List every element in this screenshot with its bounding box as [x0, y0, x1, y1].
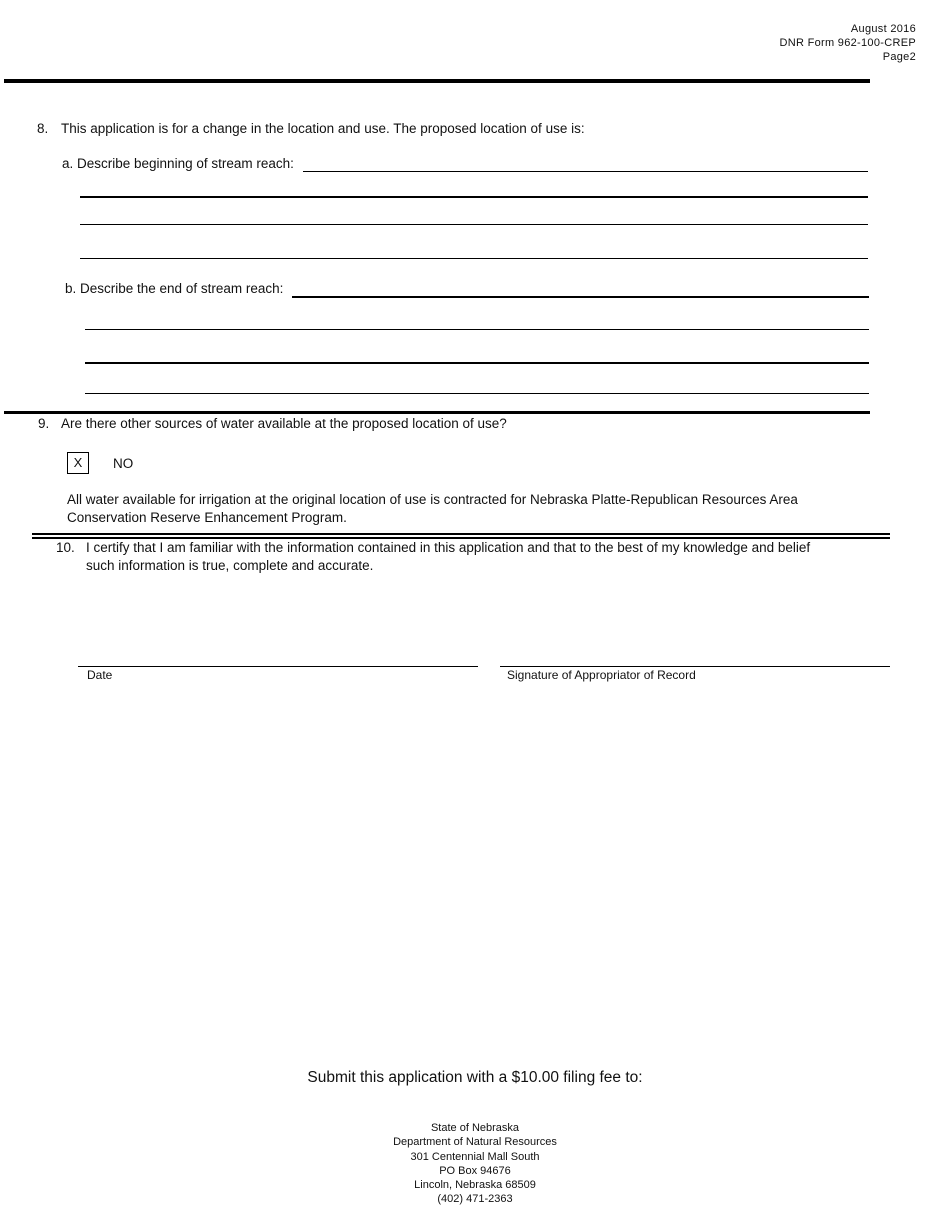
q8a-field-line-1[interactable] — [303, 171, 868, 172]
q10-text-line-1: I certify that I am familiar with the information contained in this application and that to the best of my knowledge and belief — [86, 540, 811, 555]
address-line-street: 301 Centennial Mall South — [410, 1150, 540, 1163]
q9-number: 9. — [38, 416, 50, 431]
section-divider-2a — [32, 533, 890, 535]
section-divider-1 — [4, 411, 870, 414]
address-line-phone: (402) 471-2363 — [437, 1193, 513, 1206]
q9-no-checkbox[interactable]: X — [67, 452, 89, 474]
form-header — [779, 22, 916, 64]
submit-instruction: Submit this application with a $10.00 filing fee to: — [307, 1069, 643, 1086]
header-divider — [4, 79, 870, 83]
q8a-field-line-4[interactable] — [80, 258, 868, 259]
q9-explanation-line-1: All water available for irrigation at the original location of use is contracted for Nebraska Platte-Republican Resources Area — [67, 492, 798, 507]
address-line-department: Department of Natural Resources — [393, 1136, 557, 1149]
q8-text: This application is for a change in the location and use. The proposed location of use is: — [61, 121, 585, 136]
q9-no-label: NO — [113, 456, 134, 471]
q10-text-line-2: such information is true, complete and accurate. — [86, 558, 374, 573]
q8b-field-line-4[interactable] — [85, 393, 869, 394]
q8b-field-line-1[interactable] — [292, 296, 869, 298]
q9-text: Are there other sources of water available at the proposed location of use? — [61, 416, 507, 431]
signature-field-line[interactable] — [500, 666, 890, 667]
q8-number: 8. — [37, 121, 49, 136]
address-line-po-box: PO Box 94676 — [439, 1164, 511, 1177]
section-divider-2b — [32, 537, 890, 539]
date-field-line[interactable] — [78, 666, 478, 667]
q8b-label: b. Describe the end of stream reach: — [65, 281, 284, 296]
signature-label: Signature of Appropriator of Record — [507, 668, 696, 682]
mailing-address — [0, 1121, 950, 1207]
form-date: August 2016 — [850, 23, 916, 35]
q8a-field-line-2[interactable] — [80, 196, 868, 198]
address-line-state: State of Nebraska — [430, 1122, 520, 1134]
q8b-field-line-2[interactable] — [85, 329, 869, 330]
q8a-field-line-3[interactable] — [80, 224, 868, 225]
form-id: DNR Form 962-100-CREP — [779, 37, 916, 49]
q8a-label: a. Describe beginning of stream reach: — [62, 156, 294, 171]
q10-number: 10. — [56, 540, 75, 555]
q8b-field-line-3[interactable] — [85, 362, 869, 364]
page-number: Page2 — [882, 51, 916, 63]
address-line-city: Lincoln, Nebraska 68509 — [414, 1179, 536, 1192]
q9-explanation-line-2: Conservation Reserve Enhancement Program. — [67, 510, 347, 525]
date-label: Date — [87, 668, 113, 682]
